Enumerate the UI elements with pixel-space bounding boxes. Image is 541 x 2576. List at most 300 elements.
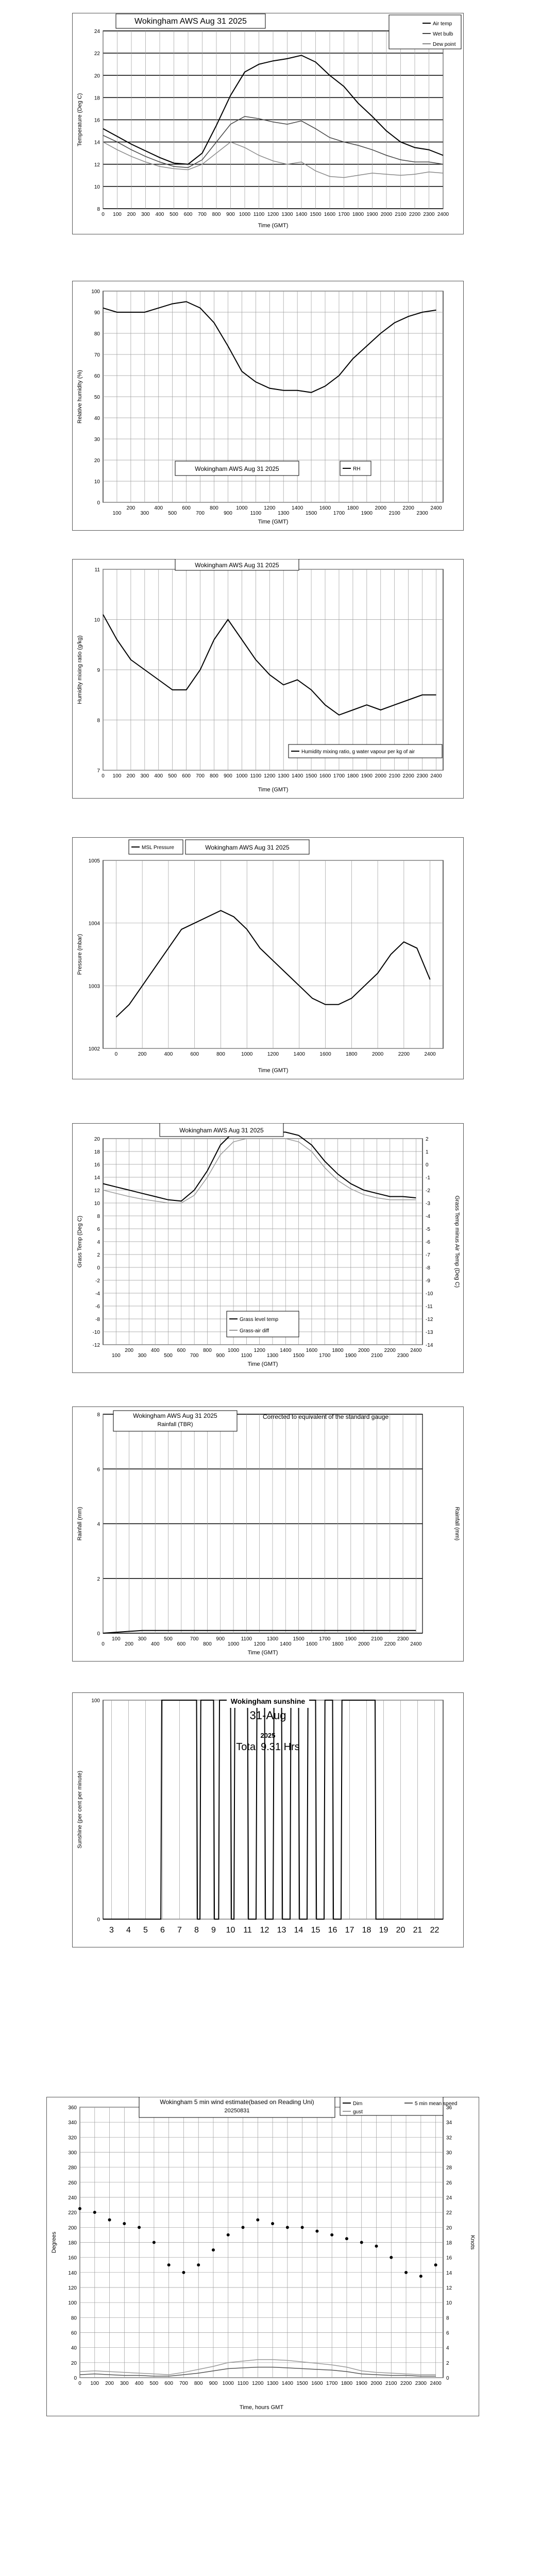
x-tick-label: 1300 — [278, 773, 290, 779]
x-tick-label: 10 — [226, 1926, 235, 1935]
series-point — [123, 2222, 126, 2225]
x-tick-label: 2200 — [402, 773, 414, 779]
y-axis-label: Pressure (mbar) — [77, 934, 83, 975]
x-tick-label: 1500 — [305, 511, 317, 516]
x-tick-label: 17 — [345, 1926, 354, 1935]
y-tick-label: 40 — [94, 416, 100, 421]
y-tick-label: 20 — [94, 458, 100, 464]
y-tick-label: 40 — [71, 2345, 77, 2351]
y-axis-label: Humidity mixing ratio (g/kg) — [77, 635, 83, 704]
y-tick-label: 300 — [68, 2150, 77, 2156]
y-tick-label: 10 — [94, 617, 100, 623]
y-axis-label: Temperature (Deg C) — [77, 93, 83, 147]
y-tick-label: 2 — [97, 1252, 100, 1258]
x-tick-label: 1700 — [319, 1353, 331, 1359]
x-tick-label: 2300 — [415, 2381, 427, 2386]
x-tick-label: 100 — [111, 1636, 121, 1642]
x-tick-label: 600 — [177, 1641, 186, 1647]
y-axis-label: Rainfall (mm) — [77, 1506, 83, 1541]
x-tick-label: 200 — [125, 1348, 133, 1353]
series-point — [315, 2230, 318, 2233]
x-tick-label: 1700 — [326, 2381, 338, 2386]
y-tick-label: 18 — [94, 95, 100, 101]
x-tick-label: 200 — [127, 212, 136, 217]
x-tick-label: 1700 — [319, 1636, 331, 1642]
x-tick-label: 1700 — [338, 212, 350, 217]
y2-axis-label: Rainfall (mm) — [454, 1506, 460, 1541]
x-tick-label: 1900 — [345, 1353, 357, 1359]
x-tick-label: 1100 — [241, 1636, 252, 1642]
y-tick-label: -6 — [95, 1304, 100, 1310]
x-tick-label: 1600 — [319, 505, 331, 511]
x-tick-label: 0 — [102, 773, 105, 779]
x-tick-label: 2300 — [416, 511, 428, 516]
x-tick-label: 300 — [140, 773, 149, 779]
y-tick-label: 22 — [94, 51, 100, 57]
x-tick-label: 1500 — [293, 1353, 305, 1359]
y-axis-label: Degrees — [51, 2231, 57, 2253]
x-tick-label: 1400 — [295, 212, 308, 217]
series-point — [345, 2237, 348, 2240]
x-tick-label: 500 — [149, 2381, 159, 2386]
x-tick-label: 100 — [111, 1353, 121, 1359]
y-tick-label: 9 — [97, 668, 100, 673]
y-tick-label: 30 — [94, 437, 100, 443]
series-point — [404, 2271, 408, 2274]
x-tick-label: 0 — [78, 2381, 81, 2386]
x-tick-label: 900 — [224, 511, 232, 516]
y2-tick-label: 2 — [426, 1137, 429, 1142]
x-tick-label: 1300 — [266, 1353, 279, 1359]
y2-tick-label: 1 — [426, 1149, 429, 1155]
x-tick-label: 1400 — [292, 505, 303, 511]
series-point — [330, 2233, 333, 2236]
x-tick-label: 600 — [177, 1348, 186, 1353]
x-tick-label: 800 — [212, 212, 221, 217]
series-point — [153, 2241, 156, 2244]
x-axis-label: Time (GMT) — [247, 1361, 278, 1367]
x-tick-label: 800 — [216, 1052, 225, 1057]
x-tick-label: 100 — [90, 2381, 99, 2386]
legend-label: RH — [353, 466, 361, 472]
series-point — [286, 2226, 289, 2229]
x-tick-label: 4 — [126, 1926, 131, 1935]
x-tick-label: 1900 — [361, 773, 373, 779]
y-axis-label: Relative humidity (%) — [77, 370, 83, 423]
x-tick-label: 400 — [154, 505, 163, 511]
y2-tick-label: -14 — [426, 1343, 433, 1348]
y2-tick-label: 16 — [446, 2255, 452, 2261]
y-tick-label: 80 — [71, 2315, 77, 2321]
y2-tick-label: 30 — [446, 2150, 452, 2156]
y-tick-label: 4 — [97, 1240, 100, 1245]
y-tick-label: -2 — [95, 1278, 100, 1284]
y2-tick-label: 18 — [446, 2240, 452, 2246]
y2-tick-label: 4 — [446, 2345, 449, 2351]
x-tick-label: 2200 — [384, 1641, 396, 1647]
series-point — [93, 2211, 96, 2214]
y2-tick-label: 24 — [446, 2195, 452, 2201]
y-tick-label: 20 — [94, 1137, 100, 1142]
x-tick-label: 300 — [120, 2381, 129, 2386]
y-tick-label: 60 — [71, 2330, 77, 2336]
x-tick-label: 800 — [203, 1348, 212, 1353]
x-tick-label: 100 — [112, 511, 122, 516]
y2-tick-label: -9 — [426, 1278, 430, 1284]
x-tick-label: 1600 — [324, 212, 336, 217]
x-tick-label: 2400 — [410, 1641, 422, 1647]
y-tick-label: 360 — [68, 2105, 77, 2111]
y2-tick-label: -1 — [426, 1175, 430, 1181]
x-tick-label: 1800 — [332, 1641, 344, 1647]
y-tick-label: 16 — [94, 117, 100, 124]
x-tick-label: 8 — [194, 1926, 199, 1935]
x-tick-label: 700 — [190, 1353, 199, 1359]
x-tick-label: 2000 — [358, 1348, 370, 1353]
x-tick-label: 1000 — [222, 2381, 234, 2386]
y2-tick-label: -3 — [426, 1201, 430, 1207]
y-tick-label: 8 — [97, 718, 100, 724]
x-tick-label: 1300 — [266, 1636, 279, 1642]
x-tick-label: 1400 — [280, 1348, 292, 1353]
y-tick-label: 340 — [68, 2120, 77, 2126]
x-tick-label: 800 — [210, 505, 218, 511]
x-tick-label: 800 — [203, 1641, 212, 1647]
y-tick-label: 18 — [94, 1149, 100, 1155]
x-axis-label: Time (GMT) — [258, 787, 289, 793]
x-tick-label: 2300 — [397, 1636, 409, 1642]
y-tick-label: 14 — [94, 1175, 100, 1181]
x-tick-label: 1600 — [306, 1641, 318, 1647]
x-tick-label: 14 — [294, 1926, 303, 1935]
chart-title: Wokingham AWS Aug 31 2025 — [195, 465, 279, 472]
legend-label: gust — [353, 2109, 363, 2115]
y-tick-label: 60 — [94, 374, 100, 379]
y2-tick-label: 2 — [446, 2360, 449, 2366]
x-tick-label: 1000 — [227, 1641, 240, 1647]
y-tick-label: 1005 — [88, 858, 100, 864]
series-point — [212, 2248, 215, 2251]
x-tick-label: 2100 — [388, 773, 400, 779]
x-tick-label: 2100 — [371, 1353, 383, 1359]
x-tick-label: 1600 — [319, 1052, 331, 1057]
y-tick-label: 0 — [97, 1917, 100, 1923]
x-tick-label: 2000 — [375, 505, 386, 511]
mixing-ratio-chart — [72, 559, 464, 799]
series-point — [301, 2226, 304, 2229]
y-tick-label: 11 — [94, 567, 100, 573]
y2-tick-label: 8 — [446, 2315, 449, 2321]
x-tick-label: 2300 — [423, 212, 435, 217]
chart-title: Wokingham sunshine — [230, 1697, 306, 1705]
y-tick-label: 280 — [68, 2165, 77, 2171]
y-tick-label: 70 — [94, 352, 100, 358]
x-tick-label: 1800 — [332, 1348, 344, 1353]
x-tick-label: 1600 — [319, 773, 331, 779]
x-tick-label: 1900 — [356, 2381, 367, 2386]
y-tick-label: 80 — [94, 331, 100, 337]
x-tick-label: 1200 — [267, 212, 279, 217]
x-tick-label: 500 — [168, 511, 177, 516]
y2-tick-label: -11 — [426, 1304, 433, 1310]
x-tick-label: 1800 — [347, 773, 359, 779]
x-tick-label: 5 — [143, 1926, 148, 1935]
y-tick-label: 1004 — [88, 921, 100, 927]
series-point — [78, 2207, 81, 2210]
x-tick-label: 1000 — [236, 505, 248, 511]
grass-temp-chart — [72, 1123, 464, 1373]
x-tick-label: 22 — [430, 1926, 439, 1935]
y-tick-label: 90 — [94, 310, 100, 316]
y2-tick-label: 22 — [446, 2210, 452, 2216]
x-tick-label: 100 — [113, 212, 122, 217]
x-tick-label: 1800 — [341, 2381, 353, 2386]
x-tick-label: 1100 — [253, 212, 265, 217]
x-tick-label: 700 — [196, 773, 205, 779]
chart-title: Wokingham AWS Aug 31 2025 — [134, 17, 247, 26]
y-tick-label: 140 — [68, 2270, 77, 2276]
x-tick-label: 13 — [277, 1926, 286, 1935]
x-tick-label: 700 — [179, 2381, 188, 2386]
x-tick-label: 1800 — [352, 212, 364, 217]
x-axis-label: Time (GMT) — [247, 1650, 278, 1656]
legend-label: 5 min mean speed — [415, 2101, 458, 2107]
x-tick-label: 2200 — [402, 505, 414, 511]
x-tick-label: 500 — [168, 773, 177, 779]
series-point — [182, 2271, 185, 2274]
y2-tick-label: -8 — [426, 1265, 430, 1271]
chart-date: 31-Aug — [249, 1709, 286, 1722]
x-tick-label: 1400 — [292, 773, 303, 779]
x-tick-label: 2000 — [371, 1052, 384, 1057]
series-point — [138, 2226, 141, 2229]
x-tick-label: 600 — [164, 2381, 173, 2386]
x-tick-label: 500 — [164, 1353, 173, 1359]
x-tick-label: 600 — [182, 505, 191, 511]
y-tick-label: 8 — [97, 1214, 100, 1219]
legend-label: Wet bulb — [433, 31, 453, 37]
x-tick-label: 400 — [155, 212, 164, 217]
y-tick-label: 200 — [68, 2225, 77, 2231]
y2-tick-label: -5 — [426, 1227, 430, 1232]
x-tick-label: 21 — [413, 1926, 422, 1935]
x-tick-label: 900 — [224, 773, 232, 779]
x-tick-label: 1200 — [267, 1052, 279, 1057]
x-tick-label: 1700 — [333, 773, 345, 779]
x-tick-label: 200 — [105, 2381, 114, 2386]
y-axis-label: Sunshine (per cent per minute) — [77, 1770, 83, 1849]
x-tick-label: 200 — [138, 1052, 147, 1057]
y2-tick-label: 32 — [446, 2135, 452, 2141]
x-tick-label: 300 — [138, 1353, 147, 1359]
y-axis-label: Grass Temp (Deg C) — [77, 1215, 83, 1268]
x-tick-label: 19 — [379, 1926, 388, 1935]
x-tick-label: 2100 — [395, 212, 407, 217]
series-point — [167, 2263, 171, 2266]
y2-tick-label: 26 — [446, 2180, 452, 2186]
x-tick-label: 300 — [140, 511, 149, 516]
y-tick-label: 180 — [68, 2240, 77, 2246]
y-tick-label: 12 — [94, 162, 100, 168]
x-tick-label: 1900 — [361, 511, 373, 516]
x-tick-label: 15 — [311, 1926, 320, 1935]
y-tick-label: 0 — [97, 1631, 100, 1637]
y-tick-label: 24 — [94, 29, 100, 35]
chart-note: Corrected to equivalent of the standard gauge — [263, 1413, 389, 1420]
x-tick-label: 7 — [177, 1926, 182, 1935]
y2-axis-label: Knots — [469, 2235, 476, 2250]
series-point — [375, 2245, 378, 2248]
y-tick-label: 220 — [68, 2210, 77, 2216]
x-tick-label: 1000 — [227, 1348, 240, 1353]
x-tick-label: 900 — [216, 1636, 225, 1642]
legend-label: MSL Pressure — [142, 845, 174, 851]
x-tick-label: 1200 — [264, 773, 276, 779]
x-tick-label: 800 — [210, 773, 218, 779]
x-tick-label: 2000 — [375, 773, 386, 779]
y2-tick-label: -12 — [426, 1317, 433, 1323]
x-tick-label: 0 — [114, 1052, 118, 1057]
y-tick-label: 1003 — [88, 984, 100, 990]
x-tick-label: 1200 — [252, 2381, 264, 2386]
x-tick-label: 12 — [260, 1926, 269, 1935]
chart-title: Wokingham 5 min wind estimate(based on Reading Uni) — [160, 2098, 314, 2106]
y2-tick-label: -7 — [426, 1252, 430, 1258]
x-tick-label: 1000 — [239, 212, 251, 217]
x-tick-label: 1400 — [280, 1641, 292, 1647]
x-tick-label: 700 — [198, 212, 207, 217]
y-tick-label: 0 — [97, 500, 100, 506]
y-tick-label: 320 — [68, 2135, 77, 2141]
x-tick-label: 1700 — [333, 511, 345, 516]
y2-tick-label: -13 — [426, 1330, 433, 1335]
chart-title: Wokingham AWS Aug 31 2025 — [195, 562, 279, 569]
legend-label: Dirn — [353, 2101, 363, 2107]
y-tick-label: -10 — [92, 1330, 100, 1335]
x-tick-label: 700 — [196, 511, 205, 516]
x-tick-label: 500 — [164, 1636, 173, 1642]
y-tick-label: 20 — [94, 73, 100, 79]
x-axis-label: Time (GMT) — [258, 223, 289, 229]
y2-tick-label: 0 — [446, 2376, 449, 2381]
x-tick-label: 1100 — [237, 2381, 249, 2386]
y2-tick-label: 12 — [446, 2285, 452, 2291]
y-tick-label: 14 — [94, 140, 100, 146]
x-tick-label: 2300 — [416, 773, 428, 779]
y-tick-label: 4 — [97, 1521, 100, 1528]
x-tick-label: 1100 — [241, 1353, 252, 1359]
x-tick-label: 20 — [396, 1926, 405, 1935]
y-tick-label: 6 — [97, 1227, 100, 1232]
y-tick-label: 6 — [97, 1467, 100, 1473]
series-point — [419, 2275, 422, 2278]
y-tick-label: 2 — [97, 1576, 100, 1582]
x-tick-label: 2200 — [409, 212, 421, 217]
x-tick-label: 1200 — [253, 1641, 265, 1647]
x-tick-label: 300 — [138, 1636, 147, 1642]
series-point — [360, 2241, 363, 2244]
x-tick-label: 2400 — [430, 773, 442, 779]
y-tick-label: 20 — [71, 2360, 77, 2366]
y-tick-label: 8 — [97, 1412, 100, 1418]
x-tick-label: 1200 — [264, 505, 276, 511]
x-tick-label: 2400 — [430, 505, 442, 511]
chart-title: Wokingham AWS Aug 31 2025 — [205, 844, 290, 851]
y-tick-label: -8 — [95, 1317, 100, 1323]
y2-tick-label: -10 — [426, 1291, 433, 1297]
x-tick-label: 400 — [164, 1052, 173, 1057]
x-tick-label: 16 — [328, 1926, 337, 1935]
x-tick-label: 500 — [170, 212, 178, 217]
y-tick-label: 100 — [91, 289, 100, 295]
x-tick-label: 100 — [112, 773, 122, 779]
y2-tick-label: 20 — [446, 2225, 452, 2231]
x-tick-label: 2100 — [371, 1636, 383, 1642]
x-tick-label: 1600 — [306, 1348, 318, 1353]
series-point — [227, 2233, 230, 2236]
y2-tick-label: 0 — [426, 1162, 429, 1168]
x-tick-label: 900 — [209, 2381, 218, 2386]
x-tick-label: 2400 — [437, 212, 449, 217]
x-tick-label: 900 — [216, 1353, 225, 1359]
x-tick-label: 2000 — [358, 1641, 370, 1647]
series-point — [390, 2256, 393, 2259]
x-tick-label: 1500 — [310, 212, 322, 217]
chart-subtitle: 20250831 — [224, 2108, 250, 2114]
y2-tick-label: -4 — [426, 1214, 430, 1219]
legend-label: Dew point — [433, 42, 456, 47]
temperature-chart — [72, 13, 464, 234]
x-tick-label: 2100 — [385, 2381, 397, 2386]
y-tick-label: 7 — [97, 768, 100, 774]
y2-tick-label: 14 — [446, 2270, 452, 2276]
series-point — [242, 2226, 245, 2229]
x-tick-label: 600 — [182, 773, 191, 779]
x-tick-label: 1900 — [345, 1636, 357, 1642]
x-tick-label: 2200 — [398, 1052, 410, 1057]
x-tick-label: 900 — [226, 212, 235, 217]
x-tick-label: 1300 — [281, 212, 293, 217]
x-tick-label: 11 — [243, 1926, 252, 1935]
x-tick-label: 2200 — [400, 2381, 412, 2386]
x-tick-label: 1600 — [311, 2381, 323, 2386]
chart-title: Wokingham AWS Aug 31 2025 — [179, 1127, 264, 1134]
x-tick-label: 0 — [102, 212, 105, 217]
x-tick-label: 200 — [125, 1641, 133, 1647]
x-axis-label: Time (GMT) — [258, 519, 289, 525]
x-tick-label: 2100 — [388, 511, 400, 516]
pressure-chart — [72, 837, 464, 1079]
wind-chart — [46, 2097, 479, 2416]
series-point — [256, 2218, 259, 2222]
y2-tick-label: -2 — [426, 1188, 430, 1194]
y-tick-label: 0 — [97, 1265, 100, 1271]
x-tick-label: 1100 — [250, 773, 262, 779]
series-point — [108, 2218, 111, 2222]
x-tick-label: 2000 — [370, 2381, 382, 2386]
legend-label: Grass level temp — [240, 1317, 279, 1323]
x-tick-label: 1800 — [346, 1052, 358, 1057]
x-tick-label: 1500 — [305, 773, 317, 779]
x-axis-label: Time, hours GMT — [239, 2404, 284, 2411]
x-tick-label: 1500 — [293, 1636, 305, 1642]
y-tick-label: 260 — [68, 2180, 77, 2186]
x-tick-label: 700 — [190, 1636, 199, 1642]
y-tick-label: 16 — [94, 1162, 100, 1168]
x-tick-label: 1000 — [241, 1052, 253, 1057]
y-tick-label: 0 — [74, 2376, 77, 2381]
y2-tick-label: 6 — [446, 2330, 449, 2336]
